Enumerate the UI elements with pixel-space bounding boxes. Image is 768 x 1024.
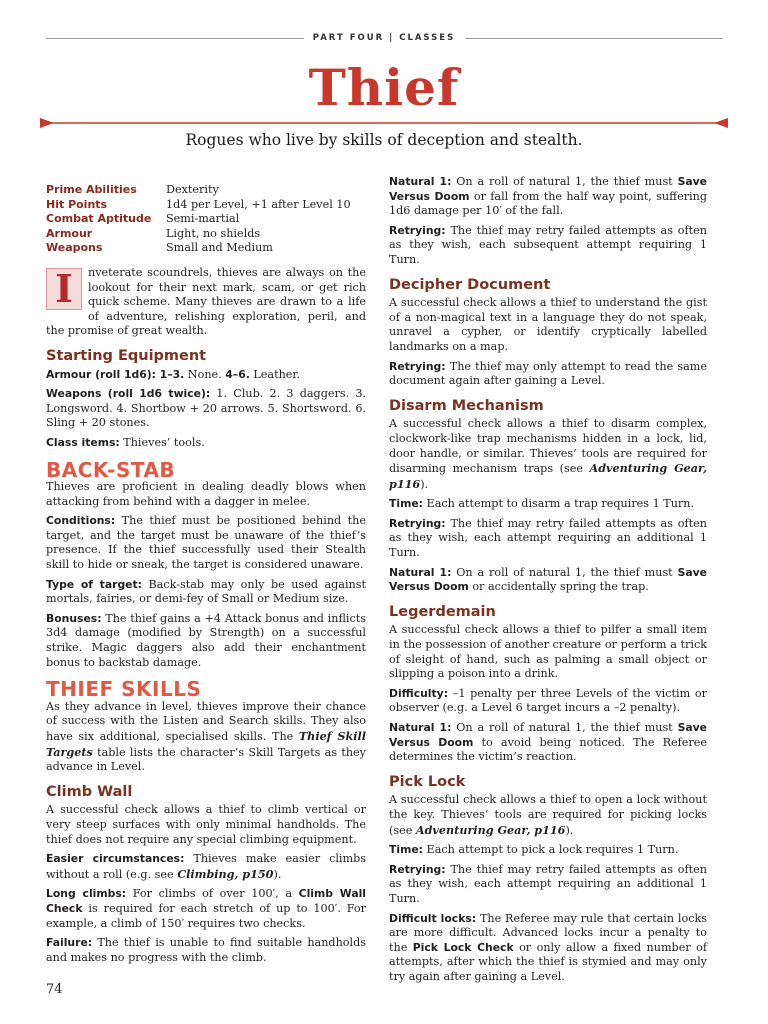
text: ). (420, 477, 429, 491)
text: Each attempt to disarm a trap requires 1 Turn. (422, 497, 695, 511)
text: to avoid being noticed. The Referee determines the victim’s reaction. (389, 735, 707, 764)
label: Difficulty: (389, 686, 449, 700)
heading-decipher-document: Decipher Document (389, 276, 551, 293)
intro-paragraph (46, 266, 366, 339)
stat-value: 1d4 per Level, +1 after Level 10 (166, 197, 351, 211)
text: On a roll of natural 1, the thief must (451, 721, 678, 734)
backstab-conditions (46, 514, 366, 572)
check-name: Climb Wall Check (46, 887, 367, 915)
label: Retrying: (389, 359, 446, 373)
text: None. (184, 367, 226, 381)
label: Type of target: (46, 577, 142, 591)
stat-value: Small and Medium (166, 241, 273, 255)
text: The thief gains a +4 Attack bonus and inflicts 3d4 damage (modified by Strength) on a successful strike. Magic daggers also add their enchantment bonus to backstab damage. (46, 611, 366, 669)
save-name: Save Versus Doom (389, 565, 707, 594)
equipment-class-items (46, 436, 366, 451)
picklock-difficult-locks (389, 912, 707, 985)
heading-pick-lock: Pick Lock (389, 773, 466, 790)
illuminated-dropcap: I (46, 268, 82, 310)
stat-label: Prime Abilities (46, 183, 137, 196)
text: The thief may only attempt to read the same document again after gaining a Level. (389, 359, 707, 388)
label: Weapons (roll 1d6 twice): (46, 387, 211, 401)
text: –1 penalty per three Levels of the victim or observer (e.g. a Level 6 target incurs a –2 penalty). (389, 686, 707, 715)
save-name: Save Versus Doom (389, 721, 707, 749)
decipher-retry (389, 360, 707, 389)
stat-label: Weapons (46, 241, 103, 255)
intro-text: nveterate scoundrels, thieves are always on the lookout for their next mark, scam, or get rich quick scheme. Many thieves are drawn to a life of adventure, relishing exploration, peril, and the promise of great wealth. (46, 265, 366, 338)
stat-label: Combat Aptitude (46, 212, 152, 226)
disarm-time (389, 497, 707, 512)
text: Leather. (249, 367, 301, 381)
picklock-retry (389, 863, 707, 907)
label: Retrying: (389, 516, 446, 530)
legerdemain-difficulty (389, 687, 707, 716)
label: Class items: (46, 435, 120, 449)
label: Natural 1: (389, 721, 452, 734)
legerdemain-natural1 (389, 721, 707, 765)
page-reference: Climbing, p150 (177, 866, 274, 881)
picklock-intro (389, 793, 707, 838)
text: As they advance in level, thieves improve their chance of success with the Listen and Search skills. They also have six additional, specialised skills. The (46, 699, 366, 743)
label: Natural 1: (389, 565, 452, 579)
climb-wall-failure (46, 936, 366, 965)
heading-starting-equipment: Starting Equipment (46, 347, 207, 364)
label: Armour (roll 1d6): 1–3. (46, 367, 185, 381)
text: The Referee may rule that certain locks are more difficult. Advanced locks incur a penalty to the (389, 911, 708, 954)
text: Thieves make easier climbs without a roll (e.g. see (46, 852, 367, 881)
heading-thief-skills: THIEF SKILLS (46, 677, 202, 702)
check-name: Pick Lock Check (412, 940, 514, 954)
text: table lists the character’s Skill Targets as they advance in Level. (46, 745, 366, 774)
text: Thieves’ tools. (119, 435, 205, 449)
text: 1. Club. 2. 3 daggers. 3. Longsword. 4. Shortbow + 20 arrows. 5. Shortsword. 6. Sling + 20 stones. (46, 387, 366, 430)
stat-value: Dexterity (166, 183, 219, 196)
text: Each attempt to pick a lock requires 1 Turn. (422, 843, 679, 857)
backstab-intro: Thieves are proficient in dealing deadly blows when attacking from behind with a dagger in melee. (46, 480, 366, 508)
text: On a roll of natural 1, the thief must (451, 175, 678, 188)
heading-legerdemain: Legerdemain (389, 603, 496, 620)
climb-wall-intro: A successful check allows a thief to climb vertical or very steep surfaces with only minimal handholds. The thief does not require any special climbing equipment. (46, 803, 366, 846)
page-subtitle: Rogues who live by skills of deception and stealth. (185, 131, 583, 149)
label: Retrying: (389, 862, 446, 876)
climb-wall-natural1 (389, 175, 707, 219)
page-number: 74 (46, 982, 63, 997)
text: On a roll of natural 1, the thief must (451, 565, 678, 579)
label: 4–6. (225, 367, 250, 381)
label: Conditions: (46, 514, 116, 528)
table-reference: Thief Skill Targets (46, 729, 366, 759)
text: The thief may retry failed attempts as often as they wish, each attempt requiring an additional 1 Turn. (389, 516, 707, 560)
heading-climb-wall: Climb Wall (46, 783, 133, 800)
label: Time: (389, 497, 423, 511)
heading-backstab: BACK-STAB (46, 457, 176, 482)
picklock-time (389, 843, 707, 858)
running-header: PART FOUR | CLASSES (312, 33, 456, 43)
label: Bonuses: (46, 611, 102, 625)
stat-label: Hit Points (46, 197, 108, 211)
text: or only allow a fixed number of attempts, after which the thief is stymied and may only try again after gaining a Level. (389, 940, 708, 983)
stat-label: Armour (46, 226, 93, 240)
label: Long climbs: (46, 887, 127, 901)
left-column (46, 183, 366, 970)
text: ). (565, 823, 574, 837)
text: The thief may retry failed attempts as often as they wish, each subsequent attempt requiring 1 Turn. (389, 223, 707, 266)
climb-wall-long (46, 887, 366, 931)
legerdemain-intro: A successful check allows a thief to pilfer a small item in the possession of another creature or perform a trick of sleight of hand, such as palming a small object or slipping a poison into a drink. (389, 623, 707, 681)
save-name: Save Versus Doom (389, 175, 707, 203)
text: ). (273, 867, 282, 881)
class-stats (46, 183, 366, 256)
disarm-intro (389, 417, 707, 492)
page-reference: Adventuring Gear, p116 (415, 822, 566, 837)
label: Difficult locks: (389, 911, 477, 925)
header-rule-right (465, 38, 723, 39)
decipher-intro: A successful check allows a thief to understand the gist of a non-magical text in a language they do not speak, unravel a cypher, or identify cryptically labelled landmarks on a map. (389, 296, 707, 353)
right-column (389, 175, 707, 990)
page-title: Thief (308, 58, 460, 117)
label: Natural 1: (389, 175, 452, 188)
thief-skills-intro (46, 700, 366, 775)
stat-value: Semi-martial (166, 212, 240, 226)
label: Time: (389, 843, 423, 857)
text: or fall from the half way point, suffering 1d6 damage per 10′ of the fall. (389, 189, 707, 218)
text: The thief must be positioned behind the target, and the target must be unaware of the thief’s presence. If the thief successfully used their Stealth skill to hide or sneak, the target is considered unaware. (46, 514, 366, 572)
disarm-retry (389, 517, 707, 561)
equipment-weapons (46, 387, 366, 431)
backstab-type (46, 578, 366, 607)
climb-wall-retry (389, 224, 707, 268)
label: Retrying: (389, 223, 446, 237)
stat-value: Light, no shields (166, 226, 261, 240)
text: or accidentally spring the trap. (468, 580, 649, 594)
text: For climbs of over 100′, a (126, 887, 299, 901)
label: Easier circumstances: (46, 852, 185, 866)
page-reference: Adventuring Gear, p116 (389, 461, 707, 491)
backstab-bonuses (46, 612, 366, 670)
climb-wall-easier (46, 852, 366, 882)
text: A successful check allows a thief to open a lock without the key. Thieves’ tools are required for picking locks (see (389, 793, 707, 837)
ornamental-banner-divider (40, 118, 728, 132)
equipment-armour (46, 368, 366, 383)
label: Failure: (46, 936, 93, 950)
heading-disarm-mechanism: Disarm Mechanism (389, 397, 544, 414)
text: Back-stab may only be used against mortals, fairies, or demi-fey of Small or Medium size. (46, 577, 366, 606)
text: A successful check allows a thief to disarm complex, clockwork-like trap mechanisms hidden in a lock, lid, door handle, or similar. Thieves’ tools are required for disarming mechanism traps (see (389, 417, 707, 476)
text: The thief may retry failed attempts as often as they wish, each attempt requiring an additional 1 Turn. (389, 862, 707, 905)
text: The thief is unable to find suitable handholds and makes no progress with the climb. (46, 936, 366, 964)
text: is required for each stretch of up to 100′. For example, a climb of 150′ requires two checks. (46, 901, 366, 930)
disarm-natural1 (389, 566, 707, 595)
